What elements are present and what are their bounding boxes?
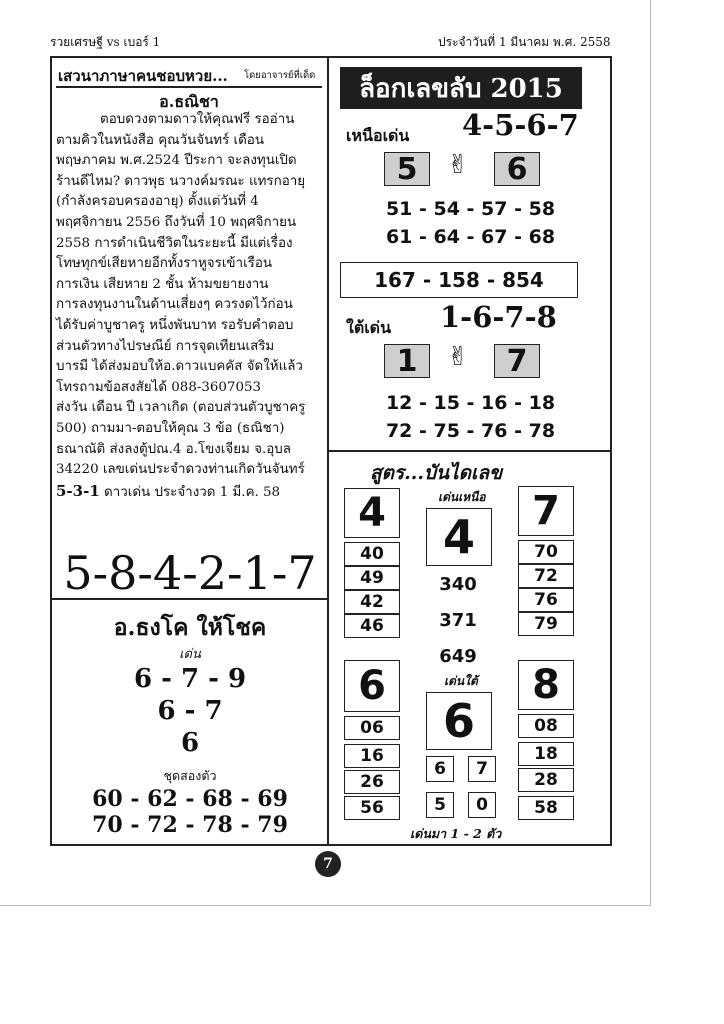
article-line: 500) ถามมา-ตอบให้คุณ 3 ข้อ (ธณิชา)	[56, 420, 285, 436]
ladder-cell: 16	[344, 744, 400, 768]
article-line: ตอบดวงตามดาวให้คุณฟรี รออ่าน	[100, 112, 295, 127]
article-line: ส่งวัน เดือน ปี เวลาเกิด (ตอบส่วนตัวบูชาครู	[56, 400, 306, 416]
ladder-cell: 46	[344, 614, 400, 638]
center-small-cell: 6	[426, 756, 454, 782]
ladder-left-bottom-big: 6	[344, 660, 400, 712]
pairs-row-2: 70 - 72 - 78 - 79	[92, 812, 288, 838]
south-set: 1-6-7-8	[440, 300, 557, 334]
north-label: เหนือเด่น	[346, 126, 410, 145]
article-byline: โดยอาจารย์ที่เด็ด	[244, 70, 316, 81]
article-line: 34220 เลขเด่นประจำดวงท่านเกิดวันจันทร์	[56, 462, 305, 478]
article-line: พฤษภาคม พ.ศ.2524 ปีระกา จะลงทุนเปิด	[56, 153, 297, 169]
ladder-cell: 76	[518, 588, 574, 612]
ladder-cell: 28	[518, 768, 574, 792]
lucky-caption: ดาวเด่น ประจำงวด 1 มี.ค. 58	[104, 484, 281, 500]
ladder-center-bottom-big: 6	[426, 692, 492, 750]
center-small-cell: 5	[426, 792, 454, 818]
formula-footer: เด่นมา 1 - 2 ตัว	[410, 826, 502, 841]
south-digit-a: 1	[384, 344, 430, 378]
article-line: โทษทุกข์เสียหายอีกทั้งราหูจรเข้าเรือน	[56, 256, 273, 272]
article-author: อ.ธณิชา	[159, 92, 219, 111]
article-line: 2558 การดำเนินชีวิตในระยะนี้ มีแต่เรื่อง	[56, 235, 293, 251]
victory-icon: ✌	[447, 342, 469, 372]
article-line: โทรถามข้อสงสัยได้ 088-3607053	[56, 379, 261, 395]
ladder-center-top-big: 4	[426, 508, 492, 566]
header-right: ประจำวันที่ 1 มีนาคม พ.ศ. 2558	[438, 35, 611, 49]
south-row-2: 72 - 75 - 76 - 78	[385, 420, 556, 442]
article-line: ธณาณัติ ส่งลงตู้ปณ.4 อ.โขงเจียม จ.อุบล	[56, 441, 291, 457]
victory-icon: ✌	[447, 150, 469, 180]
three-digit-box: 167 - 158 - 854	[340, 262, 578, 298]
ladder-cell: 58	[518, 796, 574, 820]
article-line: ได้รับค่าบูชาครู หนึ่งพันบาท รอรับคำตอบ	[56, 317, 294, 333]
lucky-digits: 5-3-1	[56, 481, 100, 500]
south-label: ใต้เด่น	[346, 318, 391, 337]
article-line: พฤศจิกายน 2556 ถึงวันที่ 10 พฤศจิกายน	[56, 214, 297, 230]
lucky-row-1: 6 - 7 - 9	[133, 664, 247, 694]
article-last-line	[56, 481, 322, 504]
pairs-row-1: 60 - 62 - 68 - 69	[92, 786, 288, 812]
center-small-cell: 7	[468, 756, 496, 782]
banner-title: ล็อกเลขลับ 2015	[340, 67, 582, 109]
ladder-cell: 72	[518, 564, 574, 588]
north-caption: เด่นเหนือ	[438, 490, 486, 504]
ladder-right-bottom-big: 8	[518, 660, 574, 710]
north-digit-a: 5	[384, 152, 430, 186]
formula-title: สูตร...บันไดเลข	[370, 462, 503, 484]
article-line: บารมี ได้ส่งมอบให้อ.ดาวแบคคัส จัดให้แล้ว	[56, 359, 303, 375]
right-section-divider	[329, 450, 612, 452]
center-number: 371	[439, 610, 477, 631]
ladder-cell: 08	[518, 714, 574, 738]
ladder-right-top-big: 7	[518, 486, 574, 536]
dedn-label: เด่น	[179, 647, 201, 662]
article-line: ตามคิวในหนังสือ คุณวันจันทร์ เดือน	[56, 132, 264, 148]
ladder-cell: 56	[344, 796, 400, 820]
north-digit-b: 6	[494, 152, 540, 186]
ladder-cell: 06	[344, 716, 400, 740]
title-underline	[56, 86, 322, 88]
south-caption: เด่นใต้	[444, 674, 478, 688]
article-title: เสวนาภาษาคนชอบหวย...	[58, 67, 228, 85]
article-line: ส่วนตัวทางไปรษณีย์ การจุดเทียนเสริม	[56, 338, 275, 354]
south-digit-b: 7	[494, 344, 540, 378]
north-row-2: 61 - 64 - 67 - 68	[385, 226, 556, 248]
center-number: 340	[439, 574, 477, 595]
article-line: (กำลังครอบครองอายุ) ตั้งแต่วันที่ 4	[56, 194, 259, 210]
north-set: 4-5-6-7	[462, 108, 579, 142]
header-left: รวยเศรษฐี vs เบอร์ 1	[50, 35, 161, 49]
article-line: การเงิน เสียหาย 2 ชั้น ห้ามขยายงาน	[56, 276, 269, 292]
big-lucky-number: 5-8-4-2-1-7	[63, 546, 317, 600]
article-body	[56, 110, 322, 503]
ladder-left-top-big: 4	[344, 488, 400, 538]
page-number: 7	[315, 851, 341, 877]
center-number: 649	[439, 646, 477, 667]
ladder-cell: 40	[344, 542, 400, 566]
ladder-cell: 49	[344, 566, 400, 590]
ladder-cell: 18	[518, 742, 574, 766]
ladder-cell: 26	[344, 770, 400, 794]
north-row-1: 51 - 54 - 57 - 58	[385, 198, 556, 220]
lucky-row-2: 6 - 7	[157, 696, 223, 726]
south-row-1: 12 - 15 - 16 - 18	[385, 392, 556, 414]
section-title-thongko: อ.ธงโค ให้โชค	[113, 614, 267, 641]
ladder-cell: 42	[344, 590, 400, 614]
article-line: การลงทุนงานในด้านเสี่ยงๆ ควรงดไว้ก่อน	[56, 297, 293, 313]
ladder-cell: 79	[518, 612, 574, 636]
pair-label: ชุดสองตัว	[163, 768, 217, 783]
article-line: ร้านดีไหม? ดาวพุธ นวางค์มรณะ แทรกอายุ	[56, 173, 306, 189]
center-small-cell: 0	[468, 792, 496, 818]
lucky-row-3: 6	[180, 728, 200, 758]
ladder-cell: 70	[518, 540, 574, 564]
